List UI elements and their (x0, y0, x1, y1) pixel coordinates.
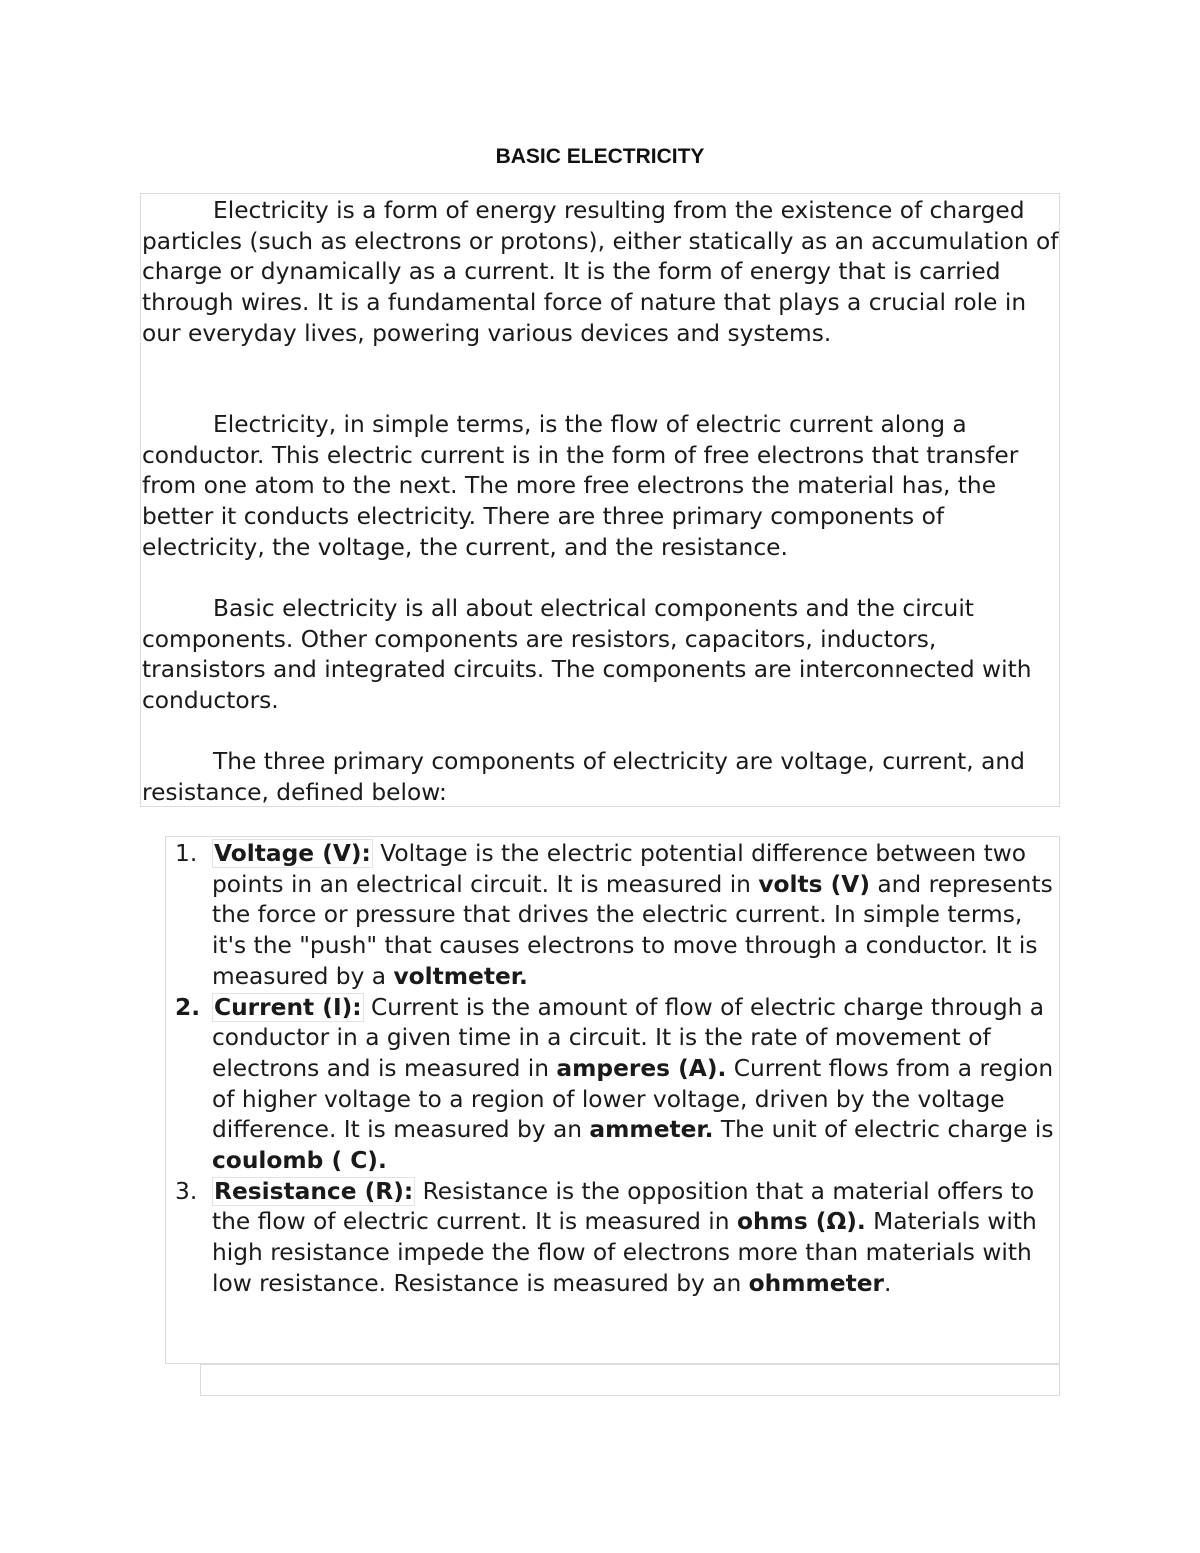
emphasis-text: ammeter. (589, 1116, 714, 1144)
list-item (175, 839, 1060, 993)
list-item (175, 1177, 1060, 1300)
list-number: 3. (175, 1177, 198, 1205)
term-label: Current (I): (214, 993, 362, 1021)
paragraph: The three primary components of electricity are voltage, current, and resistance, defined below: (142, 748, 1025, 806)
list-number: 2. (175, 993, 201, 1021)
term-label: Resistance (R): (214, 1177, 414, 1205)
definition-text: Current flows from a region of higher voltage to a region of lower voltage, driven by the voltage difference. It is measured by an (212, 1054, 1054, 1144)
paragraph: Basic electricity is all about electrical components and the circuit components. Other components are resistors, capacitors, inductors, transistors and integrated circuits. The components are interconnected with conductors. (142, 595, 1032, 715)
paragraph: Electricity is a form of energy resulting from the existence of charged particles (such as electrons or protons), either statically as an accumulation of charge or dynamically as a current. It is the form of energy that is carried through wires. It is a fundamental force of nature that plays a crucial role in our everyday lives, powering various devices and systems. (142, 197, 1059, 347)
paragraph: Electricity, in simple terms, is the flow of electric current along a conductor. This electric current is in the form of free electrons that transfer from one atom to the next. The more free electrons the material has, the better it conducts electricity. There are three primary components of electricity, the voltage, the current, and the resistance. (142, 411, 1019, 561)
emphasis-text: amperes (A). (556, 1054, 727, 1082)
emphasis-text: ohmmeter (748, 1269, 885, 1297)
emphasis-text: ohms (Ω). (736, 1208, 866, 1236)
definitions-list (175, 839, 1060, 1300)
term-label: Voltage (V): (214, 840, 371, 867)
definition-text: Resistance is the opposition that a material offers to the flow of electric current. It is measured in (212, 1177, 1035, 1236)
empty-text-box (200, 1364, 1060, 1396)
list-item (175, 993, 1060, 1177)
definition-text: and represents the force or pressure that drives the electric current. In simple terms, it's the "push" that causes electrons to move through a conductor. It is measured by a (212, 870, 1053, 990)
definition-text: The unit of electric charge is (713, 1116, 1054, 1144)
definition-text: Materials with high resistance impede the flow of electrons more than materials with low resistance. Resistance is measured by an (212, 1208, 1037, 1297)
document-title: BASIC ELECTRICITY (495, 145, 705, 168)
definition-text: Voltage is the electric potential difference between two points in an electrical circuit. It is measured in (212, 840, 1027, 898)
emphasis-text: volts (V) (758, 870, 870, 898)
definition-text: Current is the amount of flow of electric charge through a conductor in a given time in a circuit. It is the rate of movement of electrons and is measured in (212, 993, 1045, 1082)
emphasis-text: voltmeter. (393, 962, 528, 990)
list-number: 1. (175, 840, 198, 867)
definition-text: . (884, 1269, 892, 1297)
emphasis-text: coulomb ( C). (212, 1147, 387, 1175)
